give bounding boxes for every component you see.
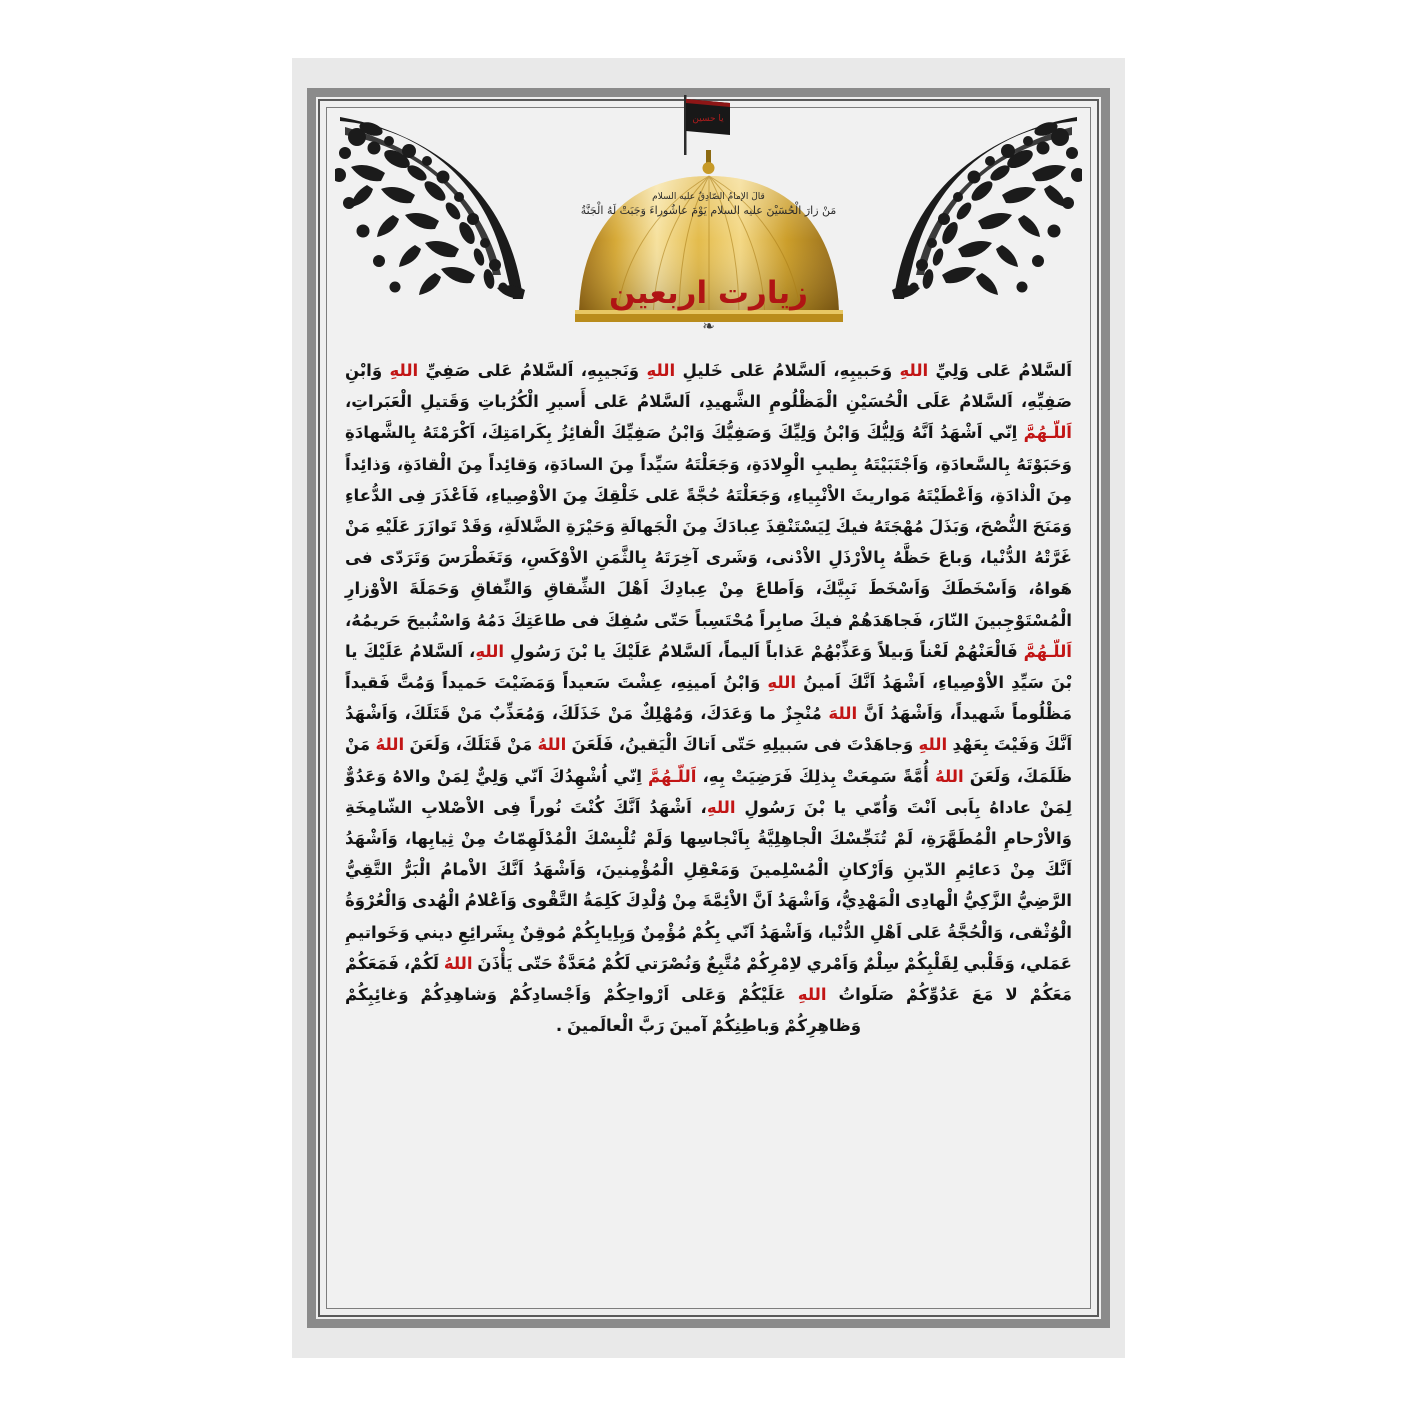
- body-text-run: ، اَلسَّلامُ عَلَيْكَ يا بْنَ سَيِّدِ الاْوْصِياءِ، اَشْهَدُ اَنَّكَ اَمينُ: [345, 641, 1072, 693]
- divine-name-highlight: اللهُ: [443, 953, 473, 973]
- ziyarat-paragraph: [345, 355, 1072, 1041]
- body-text-run: أُمَّةً سَمِعَتْ بِذلِكَ فَرَضِيَتْ بِهِ،: [696, 766, 935, 786]
- body-text-run: فَالْعَنْهُمْ لَعْناً وَبيلاً وَعَذِّبْهُمْ عَذاباً اَليماً، اَلسَّلامُ عَلَيْكَ يا بْنَ رَسُولِ: [504, 641, 1024, 661]
- divine-name-highlight: اللهُ: [537, 735, 567, 755]
- body-text-run: اِنّي اُشْهِدُكَ اَنّي وَلِيٌّ لِمَنْ والاهُ وَعَدُوٌّ لِمَنْ عاداهُ بِاَبى اَنْتَ وَاُمّي يا بْنَ رَسُولِ: [345, 766, 1072, 817]
- body-text-run: وَابْنُ اَمينِهِ، عِشْتَ سَعيداً وَمَضَيْتَ حَميداً وَمُتَّ فَقيداً مَظْلُوماً شَهيداً، وَاَشْهَدُ اَنَّ: [345, 673, 1072, 724]
- divine-name-highlight: اللهِ: [475, 641, 505, 661]
- mourning-flag-icon: [674, 95, 744, 155]
- divine-name-highlight: اللهَ: [828, 704, 858, 724]
- body-text-run: اِنّي اَشْهَدُ اَنَّهُ وَلِيُّكَ وَابْنُ وَلِيِّكَ وَصَفِيُّكَ وَابْنُ صَفِيِّكَ الْفائِزُ بِكَرامَتِكَ، اَكْرَمْتَهُ بِالشَّهادَةِ وَحَبَوْتَهُ بِالسَّعادَةِ، وَاَجْتَبَيْتَهُ بِطيبِ الْوِلادَةِ، وَجَعَلْتَهُ سَيِّداً مِنَ السادَةِ، وَقائِداً مِنَ الْقادَةِ، وَذائِداً مِنَ الْذادَةِ، وَاَعْطَيْتَهُ مَواريثَ الاْنْبِياءِ، وَجَعَلْتَهُ حُجَّةً عَلى خَلْقِكَ مِنَ الاْوْصِياءِ، فَاَعْذَرَ فِى الدُّعاءِ وَمَنَحَ النُّصْحَ، وَبَذَلَ مُهْجَتَهُ فيكَ لِيَسْتَنْقِذَ عِبادَكَ مِنَ الْجَهالَةِ وَحَيْرَةِ الضَّلالَةِ، وَقَدْ تَوازَرَ عَلَيْهِ مَنْ غَرَّتْهُ الدُّنْيا، وَباعَ حَظَّهُ بِالاْرْذَلِ الاْدْنى، وَشَرى آخِرَتَهُ بِالثَّمَنِ الاْوْكَسِ، وَتَغَطْرَسَ وَتَرَدّى فى هَواهُ، وَاَسْخَطَكَ وَاَسْخَطَ نَبِيَّكَ، وَاَطاعَ مِنْ عِبادِكَ اَهْلَ الشِّقاقِ وَالنِّفاقِ وَحَمَلَةَ الاْوْزارِ الْمُسْتَوْجِبينَ النّارَ، فَجاهَدَهُمْ فيكَ صابِراً مُحْتَسِباً حَتّى سُفِكَ فى طاعَتِكَ دَمُهُ وَاسْتُبيحَ حَريمُهُ،: [345, 423, 1072, 630]
- body-text-run: مَنْ قَتَلَكَ، وَلَعَنَ: [404, 735, 538, 755]
- divine-name-highlight: اللهُ: [375, 735, 405, 755]
- body-text-run: ، اَشْهَدُ اَنَّكَ كُنْتَ نُوراً فِى الاْصْلابِ الشّامِخَةِ وَالاْرْحامِ الْمُطَهَّرَةِ، لَمْ تُنَجِّسْكَ الْجاهِلِيَّةُ بِاَنْجاسِها وَلَمْ تُلْبِسْكَ الْمُدْلَهِمّاتُ مِنْ ثِيابِها، وَاَشْهَدُ اَنَّكَ مِنْ دَعائِمِ الدّينِ وَاَرْكانِ الْمُسْلِمينَ وَمَعْقِلِ الْمُؤْمِنينَ، وَاَشْهَدُ اَنَّكَ الاْمامُ الْبَرُّ التَّقِيُّ الرَّضِيُّ الزَّكِيُّ الْهادِى الْمَهْدِيُّ، وَاَشْهَدُ اَنَّ الاْئِمَّةَ مِنْ وُلْدِكَ كَلِمَةُ التَّقْوى وَاَعْلامُ الْهُدى وَالْعُرْوَةُ الْوُثْقى، وَالْحُجَّةُ عَلى اَهْلِ الدُّنْيا، وَاَشْهَدُ اَنّي بِكُمْ مُؤْمِنٌ وَبِاِيابِكُمْ مُوقِنٌ بِشَرائِعِ ديني وَخَواتيمِ عَمَلي، وَقَلْبي لِقَلْبِكُمْ سِلْمٌ وَاَمْري لاِمْرِكُمْ مُتَّبِعٌ وَنُصْرَتي لَكُمْ مُعَدَّةٌ حَتّى يَأْذَنَ: [345, 797, 1072, 973]
- divine-name-highlight: اللهِ: [899, 361, 929, 380]
- body-text-run: مَنْ ظَلَمَكَ، وَلَعَنَ: [345, 735, 1072, 786]
- divine-name-highlight: اللهِ: [389, 361, 419, 380]
- divine-name-highlight: اللهِ: [797, 985, 827, 1005]
- body-text-run: وَجاهَدْتَ فى سَبيلِهِ حَتّى اَتاكَ الْيَقينُ، فَلَعَنَ: [566, 735, 919, 755]
- divine-name-highlight: اَللّـهُمَّ: [648, 766, 697, 786]
- body-text-run: عَلَيْكُمْ وَعَلى اَرْواحِكُمْ وَاَجْسادِكُمْ وَشاهِدِكُمْ وَغائِبِكُمْ وَظاهِرِكُمْ وَباطِنِكُمْ آمينَ رَبَّ الْعالَمينَ .: [345, 985, 862, 1036]
- divine-name-highlight: اللهِ: [918, 735, 948, 755]
- calligraphy-main-line: مَنْ زارَ الْحُسَيْنَ عليه السلام يَوْمَ عاشُوراءَ وَجَبَتْ لَهُ الْجَنَّةُ: [580, 204, 837, 218]
- body-text-run: وَابْنِ صَفِيِّهِ، اَلسَّلامُ عَلَى الْحُسَيْنِ الْمَظْلُومِ الشَّهيدِ، اَلسَّلامُ عَلى أَسيرِ الْكُرُباتِ وَقَتيلِ الْعَبَراتِ،: [345, 361, 1072, 412]
- divine-name-highlight: اَللّـهُمَّ: [1023, 423, 1072, 443]
- calligraphy-hadith: [544, 191, 874, 219]
- body-text-run: لَكُمْ، فَمَعَكُمْ مَعَكُمْ لا مَعَ عَدُوِّكُمْ صَلَواتُ: [345, 953, 1073, 1005]
- divine-name-highlight: اللهِ: [767, 673, 797, 693]
- body-text-run: وَنَجيبِهِ، اَلسَّلامُ عَلى صَفِيِّ: [418, 361, 647, 380]
- divine-name-highlight: اللهِ: [646, 361, 676, 380]
- body-text-run: اَلسَّلامُ عَلى وَلِيِّ: [928, 361, 1072, 380]
- title-divider-ornament: ❧: [702, 317, 715, 335]
- calligraphy-attribution: قالَ الإمامُ الصّادِقُ عليه السلام: [652, 192, 765, 202]
- page-title: زيارت اربعين: [608, 275, 809, 311]
- ziyarat-body-text: [345, 355, 1072, 1041]
- body-text-run: مُنْجِزٌ ما وَعَدَكَ، وَمُهْلِكٌ مَنْ خَذَلَكَ، وَمُعَذِّبٌ مَنْ قَتَلَكَ، وَاَشْهَدُ اَنَّكَ وَفَيْتَ بِعَهْدِ: [345, 704, 1073, 755]
- body-text-run: وَحَبيبِهِ، اَلسَّلامُ عَلى خَليلِ: [675, 361, 900, 380]
- divine-name-highlight: اللهِ: [706, 797, 736, 817]
- divine-name-highlight: اللهُ: [934, 766, 964, 786]
- divine-name-highlight: اَللّـهُمَّ: [1023, 641, 1072, 661]
- svg-text:يا حسين: يا حسين: [691, 114, 724, 124]
